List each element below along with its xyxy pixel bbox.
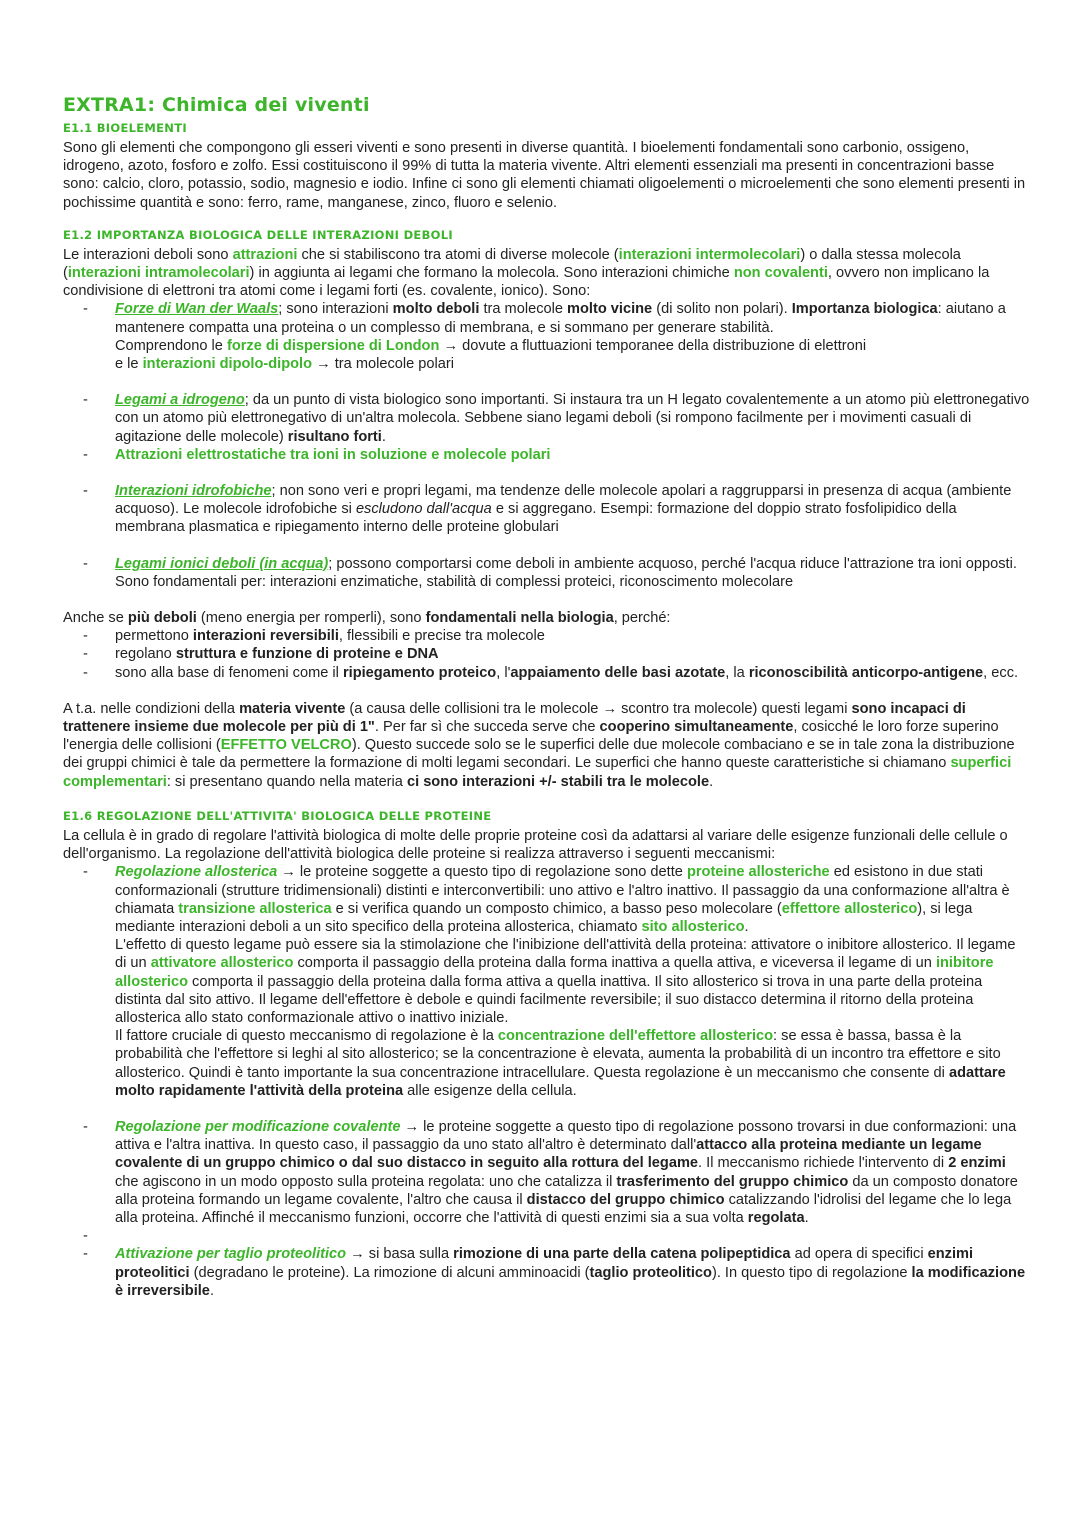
- list-dash: -: [83, 1228, 88, 1245]
- list-item-legami-idrogeno: - Legami a idrogeno; da un punto di vista biologico sono importanti. Si instaura tra un H legato covalentemente a un atomo più elettronegativo con un atomo più elettronegativo di un'altra molecola. Sebbene siano legami deboli (si rompono facilmente per i movimenti casuali di agitazione delle molecole) risultano forti.: [83, 392, 1030, 445]
- section-heading-interazioni-deboli: E1.2 IMPORTANZA BIOLOGICA DELLE INTERAZIONI DEBOLI: [63, 227, 453, 242]
- list-item-interazioni-idrofobiche: - Interazioni idrofobiche; non sono veri e propri legami, ma tendenze delle molecole apolari a raggrupparsi in presenza di acqua (ambiente acquoso). Le molecole idrofobiche si escludono dall'acqua e si aggregano. Esempi: formazione del doppio strato fosfolipidico della membrana plasmatica e ripiegamento interno delle proteine globulari: [83, 483, 1012, 536]
- list-item-empty: [63, 1227, 1030, 1245]
- list-item-legami-ionici: - Legami ionici deboli (in acqua); possono comportarsi come deboli in ambiente acquoso, perché l'acqua riduce l'attrazione tra ioni opposti. Sono fondamentali per: interazioni enzimatiche, stabilità di complessi proteici, riconoscimento molecolare: [83, 555, 1017, 590]
- paragraph-effetto-velcro: A t.a. nelle condizioni della materia vivente (a causa delle collisioni tra le molecole → scontro tra molecole) questi legami sono incapaci di trattenere insieme due molecole per più di 1". Per far sì che succeda serve che cooperino simultaneamente, cosicché le loro forze superino l'energia delle collisioni (EFFETTO VELCRO). Questo succede solo se le superfici delle due molecole combaciano e se in tale zona la distribuzione dei gruppi chimici è tale da permettere la formazione di molti legami secondari. Le superfici che hanno queste caratteristiche si chiamano superfici complementari: si presentano quando nella materia ci sono interazioni +/- stabili tra le molecole.: [63, 700, 1015, 790]
- list-dash: -: [83, 664, 88, 681]
- list-dash: -: [83, 555, 88, 572]
- list-spacer: [63, 373, 1030, 391]
- list-dash: -: [83, 1246, 88, 1263]
- list-dash: -: [83, 301, 88, 318]
- list-item-attrazioni-elettrostatiche: - Attrazioni elettrostatiche tra ioni in soluzione e molecole polari: [83, 446, 551, 463]
- list-dash: -: [83, 864, 88, 881]
- list-spacer: [63, 537, 1030, 555]
- list-dash: -: [83, 483, 88, 500]
- list-dash: -: [83, 628, 88, 645]
- paragraph-bioelementi: Sono gli elementi che compongono gli esseri viventi e sono presenti in diverse quantità. I bioelementi fondamentali sono carbonio, ossigeno, idrogeno, azoto, fosforo e zolfo. Essi costituiscono il 99% di tutta la materia vivente. Altri elementi essenziali ma presenti in concentrazioni basse sono: calcio, cloro, potassio, sodio, magnesio e iodio. Infine ci sono gli elementi chiamati oligoelementi o microelementi che sono elementi presenti in pochissime quantità e sono: ferro, rame, manganese, zinco, fluoro e selenio.: [63, 140, 1026, 211]
- list-dash: -: [83, 1118, 88, 1135]
- list-dash: -: [83, 446, 88, 463]
- list-item-van-der-waals: - Forze di Wan der Waals; sono interazioni molto deboli tra molecole molto vicine (di solito non polari). Importanza biologica: aiutano a mantenere compatta una proteina o un complesso di membrana, e si sommano per generare stabilità. Comprendono le forze di dispersione di London → dovute a fluttuazioni temporanee della distribuzione di elettroni e le interazioni dipolo-dipolo → tra molecole polari: [83, 301, 1006, 373]
- paragraph-anche-se: Anche se più deboli (meno energia per romperli), sono fondamentali nella biologia, perché:: [63, 610, 671, 627]
- list-item-fenomeni: - sono alla base di fenomeni come il ripiegamento proteico, l'appaiamento delle basi azotate, la riconoscibilità anticorpo-antigene, ecc.: [83, 664, 1019, 681]
- document-title: EXTRA1: Chimica dei viventi: [63, 94, 370, 116]
- list-item-taglio-proteolitico: - Attivazione per taglio proteolitico → si basa sulla rimozione di una parte della catena polipeptidica ad opera di specifici enzimi proteolitici (degradano le proteine). La rimozione di alcuni amminoacidi (taglio proteolitico). In questo tipo di regolazione la modificazione è irreversibile.: [83, 1246, 1026, 1299]
- list-item-reversibili: - permettono interazioni reversibili, flessibili e precise tra molecole: [83, 628, 545, 645]
- list-spacer: [63, 1100, 1030, 1118]
- section-heading-bioelementi: E1.1 BIOELEMENTI: [63, 121, 187, 135]
- list-spacer: [63, 464, 1030, 482]
- list-fondamentali: [63, 627, 1030, 682]
- list-regolazione: [63, 863, 1030, 1300]
- paragraph-interazioni-intro: Le interazioni deboli sono attrazioni che si stabiliscono tra atomi di diverse molecole (interazioni intermolecolari) o dalla stessa molecola (interazioni intramolecolari) in aggiunta ai legami che formano la molecola. Sono interazioni chimiche non covalenti, ovvero non implicano la condivisione di elettroni tra atomi come i legami forti (es. covalente, ionico). Sono:: [63, 246, 990, 300]
- list-dash: -: [83, 392, 88, 409]
- paragraph-regolazione-intro: La cellula è in grado di regolare l'attività biologica di molte delle proprie proteine così da adattarsi al variare delle esigenze funzionali delle cellule o dell'organismo. La regolazione dell'attività biologica delle proteine si realizza attraverso i seguenti meccanismi:: [63, 827, 1008, 863]
- list-dash: -: [83, 646, 88, 663]
- list-interazioni: [63, 300, 1030, 591]
- list-item-regolazione-allosterica: - Regolazione allosterica → le proteine soggette a questo tipo di regolazione sono dette proteine allosteriche ed esistono in due stati conformazionali (strutture tridimensionali) distinti e interconvertibili: uno attivo e l'altro inattivo. Il passaggio da una conformazione all'altra è chiamata transizione allosterica e si verifica quando un composto chimico, a basso peso molecolare (effettore allosterico), si lega mediante interazioni deboli a un sito specifico della proteina allosterica, chiamato sito allosterico. L'effetto di questo legame può essere sia la stimolazione che l'inibizione dell'attività della proteina: attivatore o inibitore allosterico. Il legame di un attivatore allosterico comporta il passaggio della proteina dalla forma inattiva a quella attiva, e viceversa il legame di un inibitore allosterico comporta il passaggio della proteina dalla forma attiva a quella inattiva. Il sito allosterico si trova in una parte della proteina distinta dal sito attivo. Il legame dell'effettore è debole e quindi facilmente reversibile; il suo distacco determina il ritorno della proteina allosterica allo stato conformazionale attivo o inattivo iniziale. Il fattore cruciale di questo meccanismo di regolazione è la concentrazione dell'effettore allosterico: se essa è bassa, bassa è la probabilità che l'effettore si leghi al sito allosterico; se la concentrazione è elevata, aumenta la probabilità di un incontro tra effettore e sito allosterico. Quindi è tanto importante la sua concentrazione intracellulare. Questa regolazione è un meccanismo che consente di adattare molto rapidamente l'attività della proteina alle esigenze della cellula.: [83, 864, 1016, 1099]
- list-item-struttura: - regolano struttura e funzione di proteine e DNA: [83, 646, 439, 663]
- list-item-modificazione-covalente: - Regolazione per modificazione covalente → le proteine soggette a questo tipo di regolazione possono trovarsi in due conformazioni: una attiva e l'altra inattiva. In questo caso, il passaggio da uno stato all'altro è determinato dall'attacco alla proteina mediante un legame covalente di un gruppo chimico o dal suo distacco in seguito alla rottura del legame. Il meccanismo richiede l'intervento di 2 enzimi che agiscono in un modo opposto sulla proteina regolata: uno che catalizza il trasferimento del gruppo chimico da un composto donatore alla proteina formando un legame covalente, l'altro che causa il distacco del gruppo chimico catalizzando l'idrolisi del legame che lo lega alla proteina. Affinché il meccanismo funzioni, occorre che l'attività di questi enzimi sia a sua volta regolata.: [83, 1118, 1018, 1226]
- section-heading-regolazione: E1.6 REGOLAZIONE DELL'ATTIVITA' BIOLOGICA DELLE PROTEINE: [63, 808, 492, 823]
